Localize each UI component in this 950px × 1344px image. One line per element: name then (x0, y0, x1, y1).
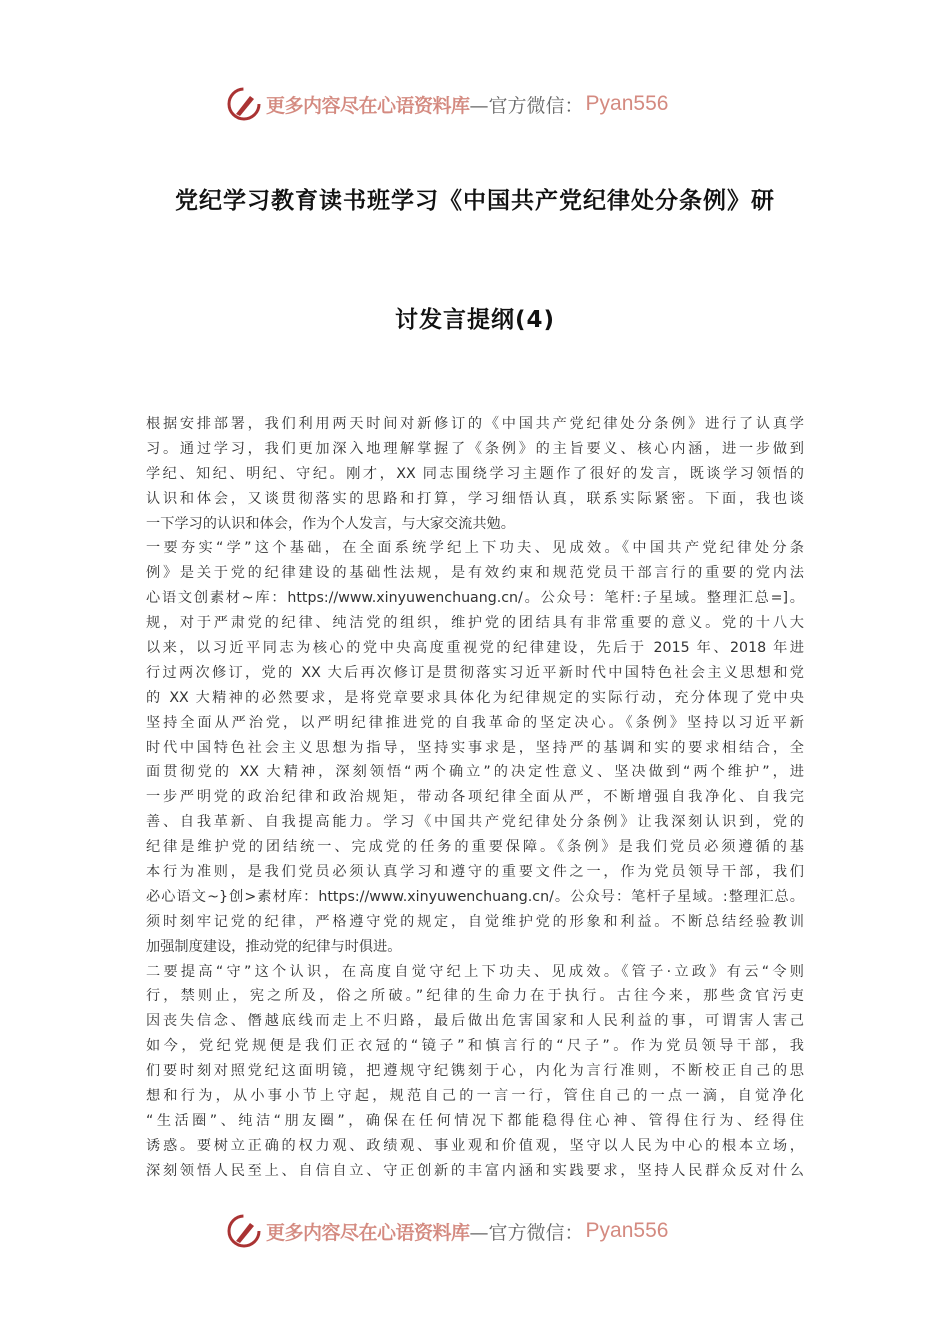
text-line: 心语文创素材~库：https://www.xinyuwenchuang.cn/。公众号：笔杆:子星域。整理汇总=]。 (146, 590, 804, 607)
text-line: 如今，党纪党规便是我们正衣冠的“镜子”和慎言行的“尺子”。作为党员领导干部，我 (146, 1038, 804, 1055)
text-line: 须时刻牢记党的纪律，严格遵守党的规定，自觉维护党的形象和利益。不断总结经验教训 (146, 913, 804, 930)
text-line: 一要夯实“学”这个基础，在全面系统学纪上下功夫、见成效。《中国共产党纪律处分条 (146, 540, 804, 557)
text-line: “生活圈”、纯洁“朋友圈”，确保在任何情况下都能稳得住心神、管得住行为、经得住 (146, 1112, 804, 1129)
banner-wechat-id: Pyan556 (585, 1219, 669, 1242)
footer-banner (226, 1211, 726, 1251)
text-line: 的 XX 大精神的必然要求，是将党章要求具体化为纪律规定的实际行动，充分体现了党中央 (146, 689, 804, 706)
text-line: 诱惑。要树立正确的权力观、政绩观、事业观和价值观，坚守以人民为中心的根本立场， (146, 1137, 804, 1154)
text-line: 习。通过学习，我们更加深入地理解掌握了《条例》的主旨要义、核心内涵，进一步做到 (146, 440, 804, 457)
banner-wechat-label: —官方微信： (469, 1221, 584, 1244)
document-title-line2: 讨发言提纲(4) (394, 307, 556, 333)
text-line: 因丧失信念、僭越底线而走上不归路，最后做出危害国家和人民利益的事，可谓害人害己 (146, 1013, 804, 1030)
text-line: 学纪、知纪、明纪、守纪。刚才，XX 同志围绕学习主题作了很好的发言，既谈学习领悟的 (146, 465, 804, 482)
text-line: 认识和体会，又谈贯彻落实的思路和打算，学习细悟认真，联系实际紧密。下面，我也谈 (146, 490, 804, 507)
text-line: 加强制度建设，推动党的纪律与时俱进。 (146, 938, 402, 955)
text-line: 二要提高“守”这个认识，在高度自觉守纪上下功夫、见成效。《管子·立政》有云“令则 (146, 963, 804, 980)
text-line: 必心语文~}创>素材库：https://www.xinyuwenchuang.cn/。公众号：笔杆子星域。:整理汇总。 (146, 888, 804, 905)
text-line: 深刻领悟人民至上、自信自立、守正创新的丰富内涵和实践要求，坚持人民群众反对什么 (146, 1162, 804, 1179)
paragraph (146, 536, 804, 959)
banner-text: 更多内容尽在心语资料库 (266, 94, 470, 117)
text-line: 根据安排部署，我们利用两天时间对新修订的《中国共产党纪律处分条例》进行了认真学 (146, 416, 804, 432)
banner-wechat-label: —官方微信： (469, 94, 584, 117)
text-line: 例》是关于党的纪律建设的基础性法规，是有效约束和规范党员干部言行的重要的党内法 (146, 565, 804, 582)
text-line: 以来，以习近平同志为核心的党中央高度重视党的纪律建设，先后于 2015 年、2018 年进 (146, 640, 804, 657)
document-body (146, 412, 804, 1184)
banner-wechat-id: Pyan556 (585, 92, 669, 115)
text-line: 纪律是维护党的团结统一、完成党的任务的重要保障。《条例》是我们党员必须遵循的基 (146, 839, 804, 856)
text-line: 时代中国特色社会主义思想为指导，坚持实事求是，坚持严的基调和实的要求相结合，全 (146, 739, 804, 756)
paragraph (146, 412, 804, 536)
text-line: 行，禁则止，宪之所及，俗之所破。”纪律的生命力在于执行。古往今来，那些贪官污吏 (146, 988, 804, 1005)
text-line: 行过两次修订，党的 XX 大后再次修订是贯彻落实习近平新时代中国特色社会主义思想和党 (146, 664, 804, 681)
text-line: 善、自我革新、自我提高能力。学习《中国共产党纪律处分条例》让我深刻认识到，党的 (146, 814, 804, 831)
pen-logo-icon (226, 86, 262, 122)
header-banner (226, 84, 726, 124)
text-line: 一步严明党的政治纪律和政治规矩，带动各项纪律全面从严，不断增强自我净化、自我完 (146, 789, 804, 806)
text-line: 们要时刻对照党纪这面明镜，把遵规守纪镌刻于心，内化为言行准则，不断校正自己的思 (146, 1063, 804, 1080)
pen-logo-icon (226, 1213, 262, 1249)
text-line: 本行为准则，是我们党员必须认真学习和遵守的重要文件之一，作为党员领导干部，我们 (146, 864, 804, 881)
text-line: 想和行为，从小事小节上守起，规范自己的一言一行，管住自己的一点一滴，自觉净化 (146, 1088, 804, 1105)
paragraph (146, 960, 804, 1184)
text-line: 面贯彻党的 XX 大精神，深刻领悟“两个确立”的决定性意义、坚决做到“两个维护”，进 (146, 764, 804, 781)
text-line: 坚持全面从严治党，以严明纪律推进党的自我革命的坚定决心。《条例》坚持以习近平新 (146, 714, 804, 731)
text-line: 规，对于严肃党的纪律、纯洁党的组织，维护党的团结具有非常重要的意义。党的十八大 (146, 615, 804, 632)
text-line: 一下学习的认识和体会，作为个人发言，与大家交流共勉。 (146, 515, 515, 532)
banner-text: 更多内容尽在心语资料库 (266, 1221, 470, 1244)
document-title-line1: 党纪学习教育读书班学习《中国共产党纪律处分条例》研 (175, 188, 775, 214)
